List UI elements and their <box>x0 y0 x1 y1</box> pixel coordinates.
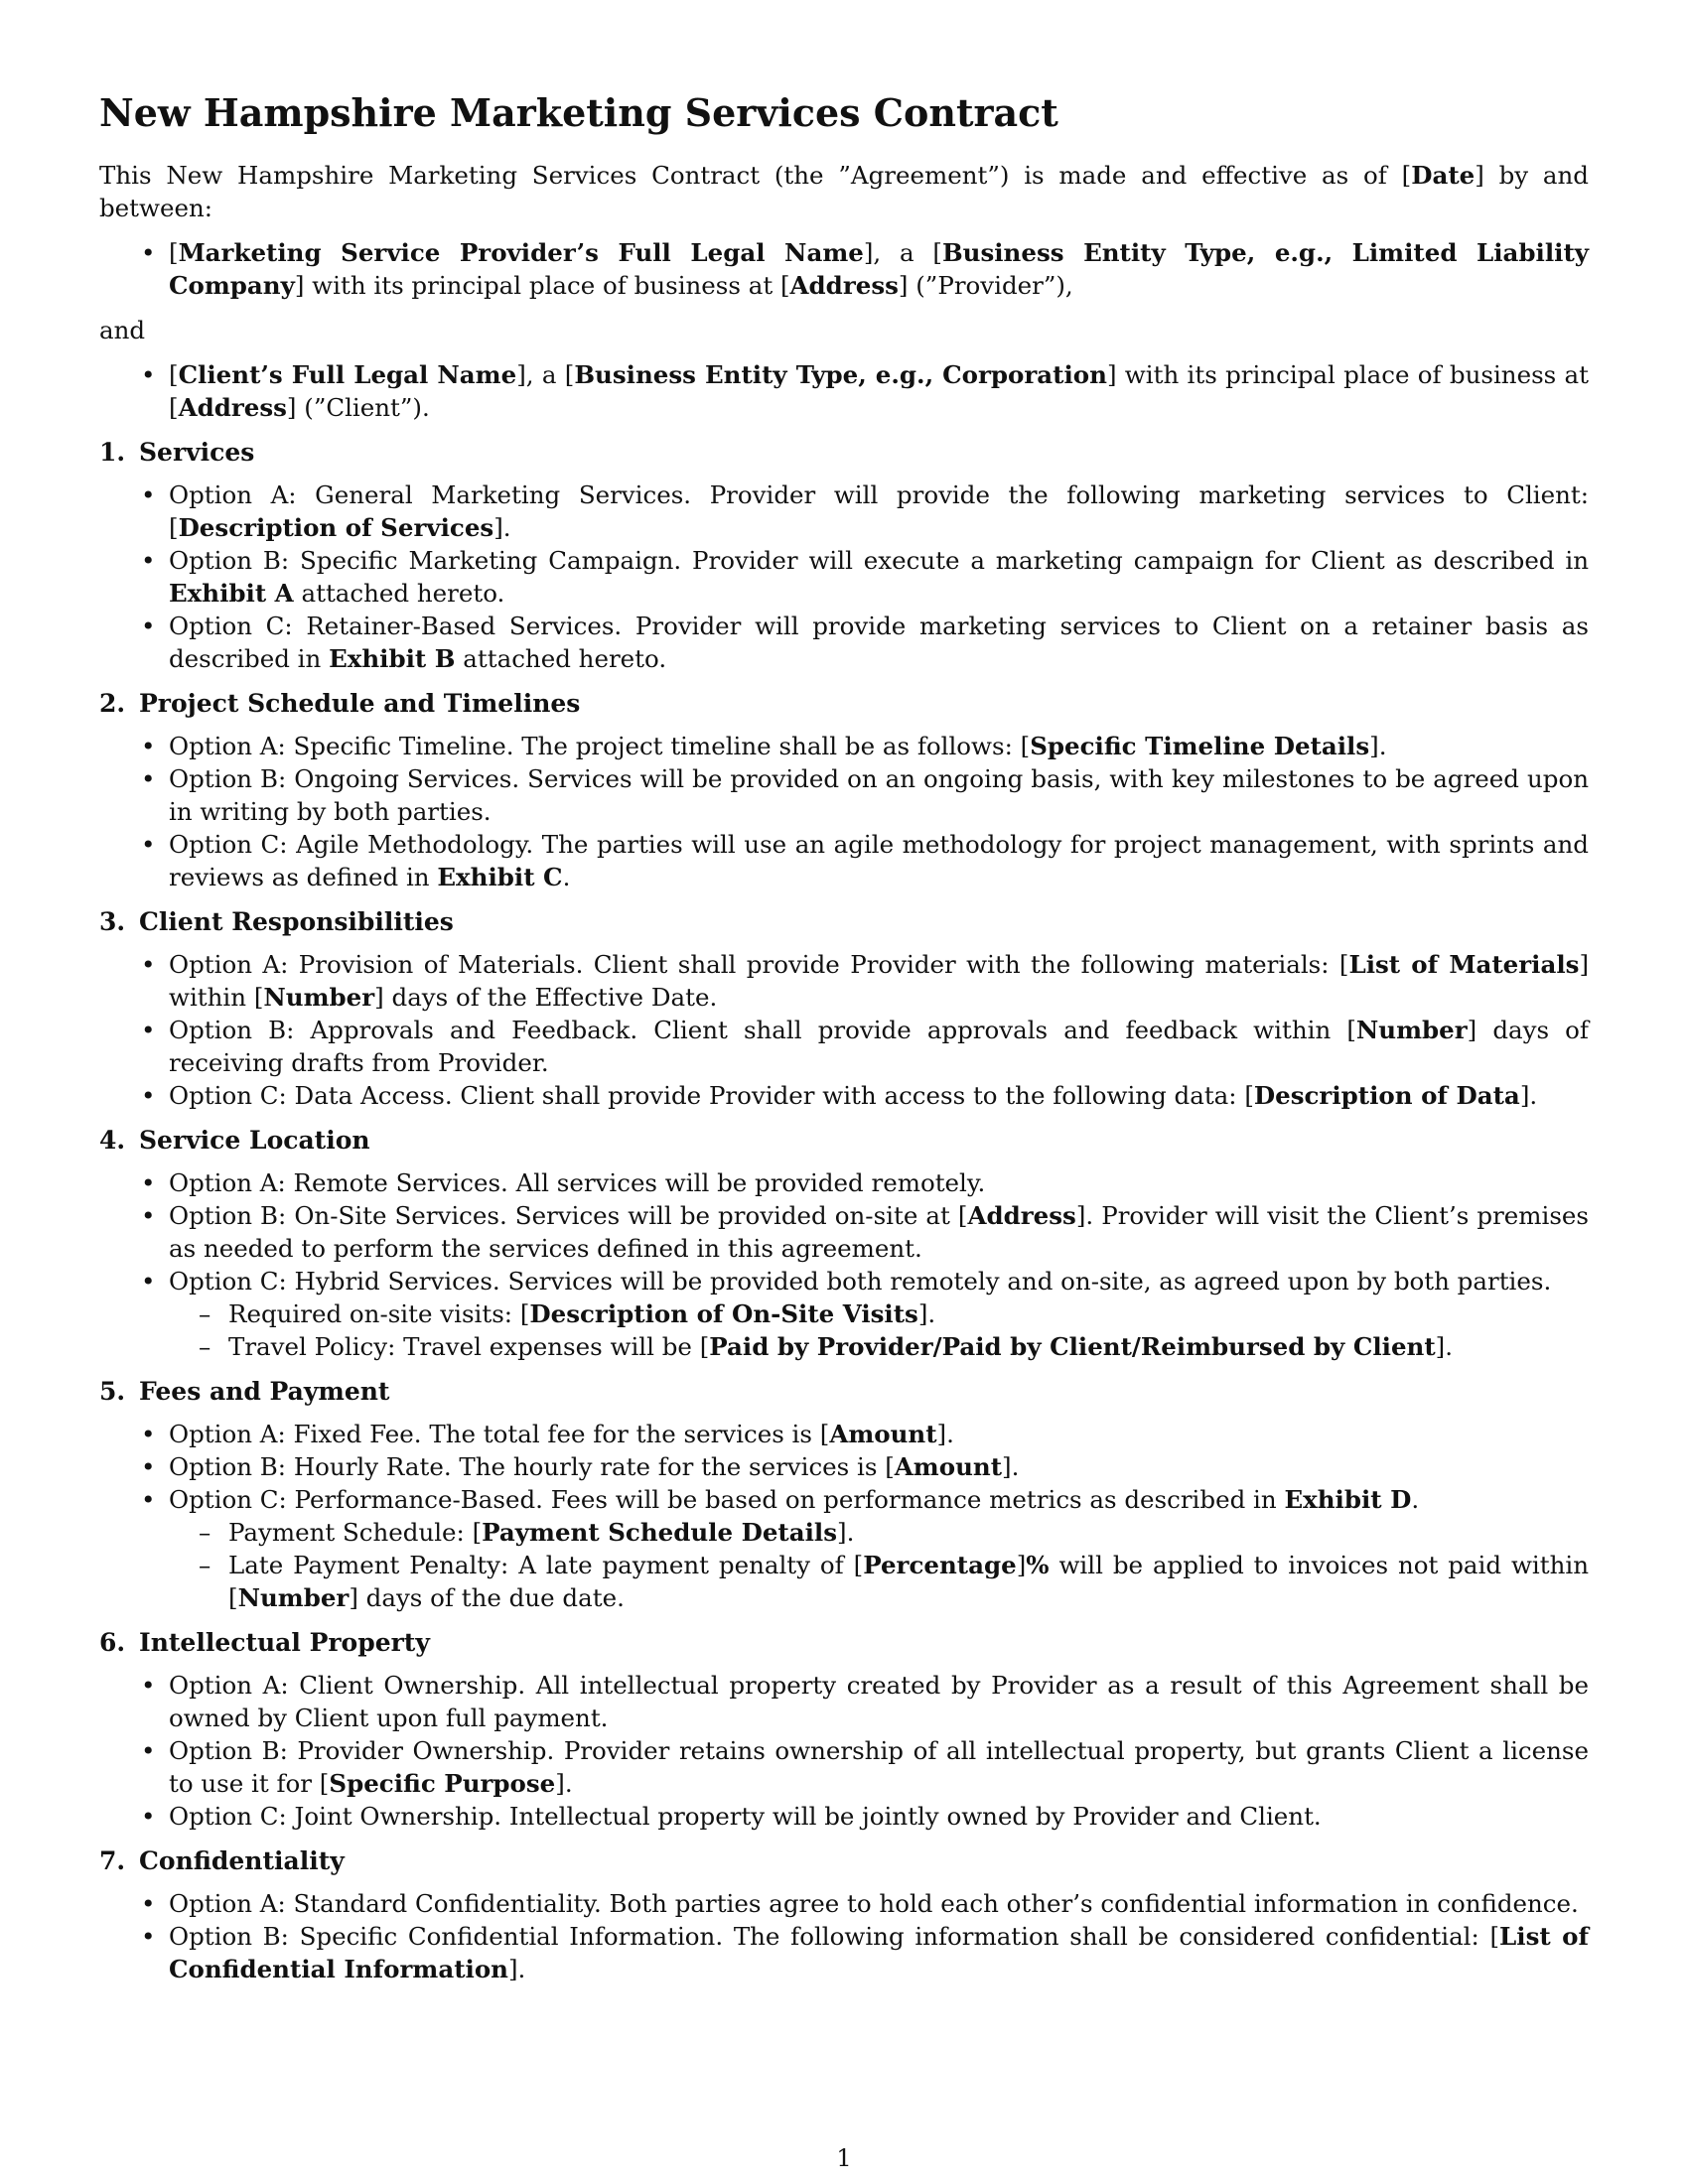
fees-options <box>99 1418 1589 1614</box>
placeholder: Description of Data <box>1253 1081 1520 1110</box>
party-text: ] with its principal place of business at [ <box>294 271 790 300</box>
list-item <box>169 1669 1589 1734</box>
document-page <box>99 0 1589 2184</box>
list-item <box>169 1483 1589 1614</box>
item-text: . <box>562 863 571 891</box>
section-heading-intellectual-property <box>99 1626 1589 1659</box>
section-title: Client Responsibilities <box>139 907 454 936</box>
document-title: New Hampshire Marketing Services Contract <box>99 90 1058 135</box>
list-item <box>169 1418 1589 1450</box>
placeholder: List of Confidential Information <box>169 1922 1589 1983</box>
item-text: Travel Policy: Travel expenses will be [ <box>228 1332 710 1361</box>
item-text: ]. <box>936 1420 954 1448</box>
item-text: Option C: Performance-Based. Fees will be based on performance metrics as described in <box>169 1485 1285 1514</box>
hybrid-sublist <box>169 1297 1589 1363</box>
item-text: ] days of the due date. <box>349 1583 625 1612</box>
list-item <box>169 1920 1589 1985</box>
party-text: ] with its principal place of business at [ <box>169 360 1589 422</box>
list-item <box>169 1014 1589 1079</box>
section-title: Services <box>139 438 255 467</box>
item-text: Option C: Hybrid Services. Services will be provided both remotely and on-site, as agreed upon by both parties. <box>169 1267 1552 1296</box>
item-text: Option B: Hourly Rate. The hourly rate for the services is [ <box>169 1452 895 1481</box>
item-text: attached hereto. <box>293 579 505 608</box>
item-text: Option B: On-Site Services. Services will be provided on-site at [ <box>169 1201 968 1230</box>
client-address-placeholder: Address <box>178 393 287 422</box>
page-number: 1 <box>836 2144 852 2172</box>
list-item <box>169 1800 1589 1833</box>
item-text: Option B: Specific Marketing Campaign. Provider will execute a marketing campaign for Client as described in <box>169 546 1589 575</box>
client-party-item <box>169 358 1589 424</box>
section-number: 7. <box>99 1846 126 1875</box>
party-text: [ <box>169 238 179 267</box>
item-text: ]. <box>555 1769 573 1798</box>
item-text: ]. <box>507 1955 526 1983</box>
section-heading-services <box>99 436 1589 469</box>
list-item <box>169 730 1589 762</box>
sub-list-item <box>228 1330 1589 1363</box>
list-item <box>169 1079 1589 1112</box>
list-item <box>169 948 1589 1014</box>
and-text: and <box>99 316 146 344</box>
placeholder: Number <box>1355 1016 1468 1044</box>
section-heading-schedule <box>99 687 1589 720</box>
section-heading-client-responsibilities <box>99 905 1589 938</box>
exhibit-reference: Exhibit A <box>169 579 294 608</box>
document-body <box>99 159 1589 1997</box>
provider-party-list <box>99 236 1589 302</box>
client-name-placeholder: Client’s Full Legal Name <box>178 360 517 389</box>
section-title: Fees and Payment <box>139 1377 390 1406</box>
placeholder: Paid by Provider/Paid by Client/Reimbursed by Client <box>709 1332 1436 1361</box>
item-text: Option B: Ongoing Services. Services will be provided on an ongoing basis, with key milestones to be agreed upon in writing by both parties. <box>169 764 1589 826</box>
services-options <box>99 478 1589 675</box>
section-number: 1. <box>99 438 126 467</box>
intro-paragraph <box>99 159 1589 224</box>
provider-address-placeholder: Address <box>789 271 899 300</box>
item-text: will be applied to invoices not paid within [ <box>228 1551 1589 1612</box>
item-text: ]. <box>1519 1081 1538 1110</box>
item-text: Option C: Joint Ownership. Intellectual property will be jointly owned by Provider and Client. <box>169 1802 1322 1831</box>
placeholder: Payment Schedule Details <box>482 1518 838 1547</box>
service-location-options <box>99 1166 1589 1363</box>
placeholder: Amount <box>894 1452 1003 1481</box>
list-item <box>169 1265 1589 1363</box>
list-item <box>169 828 1589 893</box>
item-text: ]. <box>917 1299 936 1328</box>
client-party-list <box>99 358 1589 424</box>
placeholder: Percentage <box>863 1551 1017 1579</box>
item-text: Option C: Agile Methodology. The parties will use an agile methodology for project management, with sprints and reviews as defined in <box>169 830 1589 891</box>
list-item <box>169 1734 1589 1800</box>
sub-list-item <box>228 1516 1589 1549</box>
provider-name-placeholder: Marketing Service Provider’s Full Legal Name <box>178 238 864 267</box>
item-text: Option A: Standard Confidentiality. Both parties agree to hold each other’s confidential information in confidence. <box>169 1889 1579 1918</box>
placeholder: Specific Timeline Details <box>1030 732 1370 760</box>
item-text: Option A: General Marketing Services. Provider will provide the following marketing services to Client: [ <box>169 480 1589 542</box>
party-text: ] (”Provider”), <box>898 271 1073 300</box>
provider-entity-placeholder: Business Entity Type, e.g., Limited Liability Company <box>169 238 1589 300</box>
item-text: ] within [ <box>169 950 1589 1012</box>
item-text: ]. <box>837 1518 855 1547</box>
fees-sublist <box>169 1516 1589 1614</box>
percent-sign: % <box>1026 1551 1050 1579</box>
list-item <box>169 478 1589 544</box>
section-number: 3. <box>99 907 126 936</box>
section-title: Service Location <box>139 1126 370 1155</box>
confidentiality-options <box>99 1887 1589 1985</box>
item-text: Option B: Specific Confidential Information. The following information shall be considered confidential: [ <box>169 1922 1500 1951</box>
schedule-options <box>99 730 1589 893</box>
item-text: Option B: Provider Ownership. Provider retains ownership of all intellectual property, but grants Client a license to use it for [ <box>169 1736 1589 1798</box>
item-text: Required on-site visits: [ <box>228 1299 530 1328</box>
list-item <box>169 1166 1589 1199</box>
list-item <box>169 1199 1589 1265</box>
party-text: ] (”Client”). <box>286 393 430 422</box>
placeholder: Description of On-Site Visits <box>529 1299 918 1328</box>
client-responsibilities-options <box>99 948 1589 1112</box>
item-text: Option C: Retainer-Based Services. Provider will provide marketing services to Client on a retainer basis as described in <box>169 612 1589 673</box>
item-text: Option C: Data Access. Client shall provide Provider with access to the following data: [ <box>169 1081 1254 1110</box>
list-item <box>169 762 1589 828</box>
section-heading-fees <box>99 1375 1589 1408</box>
item-text: Payment Schedule: [ <box>228 1518 483 1547</box>
section-title: Project Schedule and Timelines <box>139 689 581 718</box>
section-title: Confidentiality <box>139 1846 345 1875</box>
intro-text: This New Hampshire Marketing Services Contract (the ”Agreement”) is made and effective as of [ <box>99 161 1412 190</box>
item-text: Late Payment Penalty: A late payment penalty of [ <box>228 1551 864 1579</box>
item-text: ]. <box>493 513 511 542</box>
date-placeholder: Date <box>1411 161 1476 190</box>
item-text: . <box>1411 1485 1420 1514</box>
section-number: 4. <box>99 1126 126 1155</box>
section-number: 2. <box>99 689 126 718</box>
item-text: Option B: Approvals and Feedback. Client shall provide approvals and feedback within [ <box>169 1016 1356 1044</box>
placeholder: Address <box>967 1201 1076 1230</box>
item-text: Option A: Client Ownership. All intellectual property created by Provider as a result of this Agreement shall be owned by Client upon full payment. <box>169 1671 1589 1732</box>
exhibit-reference: Exhibit B <box>329 644 456 673</box>
client-entity-placeholder: Business Entity Type, e.g., Corporation <box>574 360 1107 389</box>
placeholder: Description of Services <box>178 513 494 542</box>
section-number: 5. <box>99 1377 126 1406</box>
list-item <box>169 544 1589 610</box>
placeholder: Specific Purpose <box>329 1769 556 1798</box>
provider-party-item <box>169 236 1589 302</box>
party-text: ], a [ <box>516 360 575 389</box>
item-text: Option A: Specific Timeline. The project timeline shall be as follows: [ <box>169 732 1031 760</box>
item-text: Option A: Fixed Fee. The total fee for the services is [ <box>169 1420 830 1448</box>
section-heading-service-location <box>99 1124 1589 1157</box>
party-text: ], a [ <box>863 238 942 267</box>
placeholder: List of Materials <box>1348 950 1580 979</box>
item-text: attached hereto. <box>455 644 667 673</box>
item-text: ]. <box>1002 1452 1020 1481</box>
section-title: Intellectual Property <box>139 1628 430 1657</box>
list-item <box>169 610 1589 675</box>
intro-text: ] by and between: <box>99 161 1589 222</box>
list-item <box>169 1887 1589 1920</box>
intellectual-property-options <box>99 1669 1589 1833</box>
item-text: ] <box>1016 1551 1027 1579</box>
section-heading-confidentiality <box>99 1844 1589 1877</box>
item-text: Option A: Remote Services. All services will be provided remotely. <box>169 1168 986 1197</box>
item-text: ] days of the Effective Date. <box>374 983 718 1012</box>
exhibit-reference: Exhibit C <box>437 863 563 891</box>
item-text: ]. <box>1435 1332 1454 1361</box>
item-text: Option A: Provision of Materials. Client shall provide Provider with the following materials: [ <box>169 950 1349 979</box>
list-item <box>169 1450 1589 1483</box>
exhibit-reference: Exhibit D <box>1284 1485 1412 1514</box>
item-text: ]. Provider will visit the Client’s premises as needed to perform the services defined in this agreement. <box>169 1201 1589 1263</box>
item-text: ] days of receiving drafts from Provider. <box>169 1016 1589 1077</box>
party-text: [ <box>169 360 179 389</box>
sub-list-item <box>228 1549 1589 1614</box>
item-text: ]. <box>1369 732 1387 760</box>
placeholder: Number <box>263 983 375 1012</box>
placeholder: Amount <box>829 1420 937 1448</box>
placeholder: Number <box>237 1583 350 1612</box>
sub-list-item <box>228 1297 1589 1330</box>
section-number: 6. <box>99 1628 126 1657</box>
